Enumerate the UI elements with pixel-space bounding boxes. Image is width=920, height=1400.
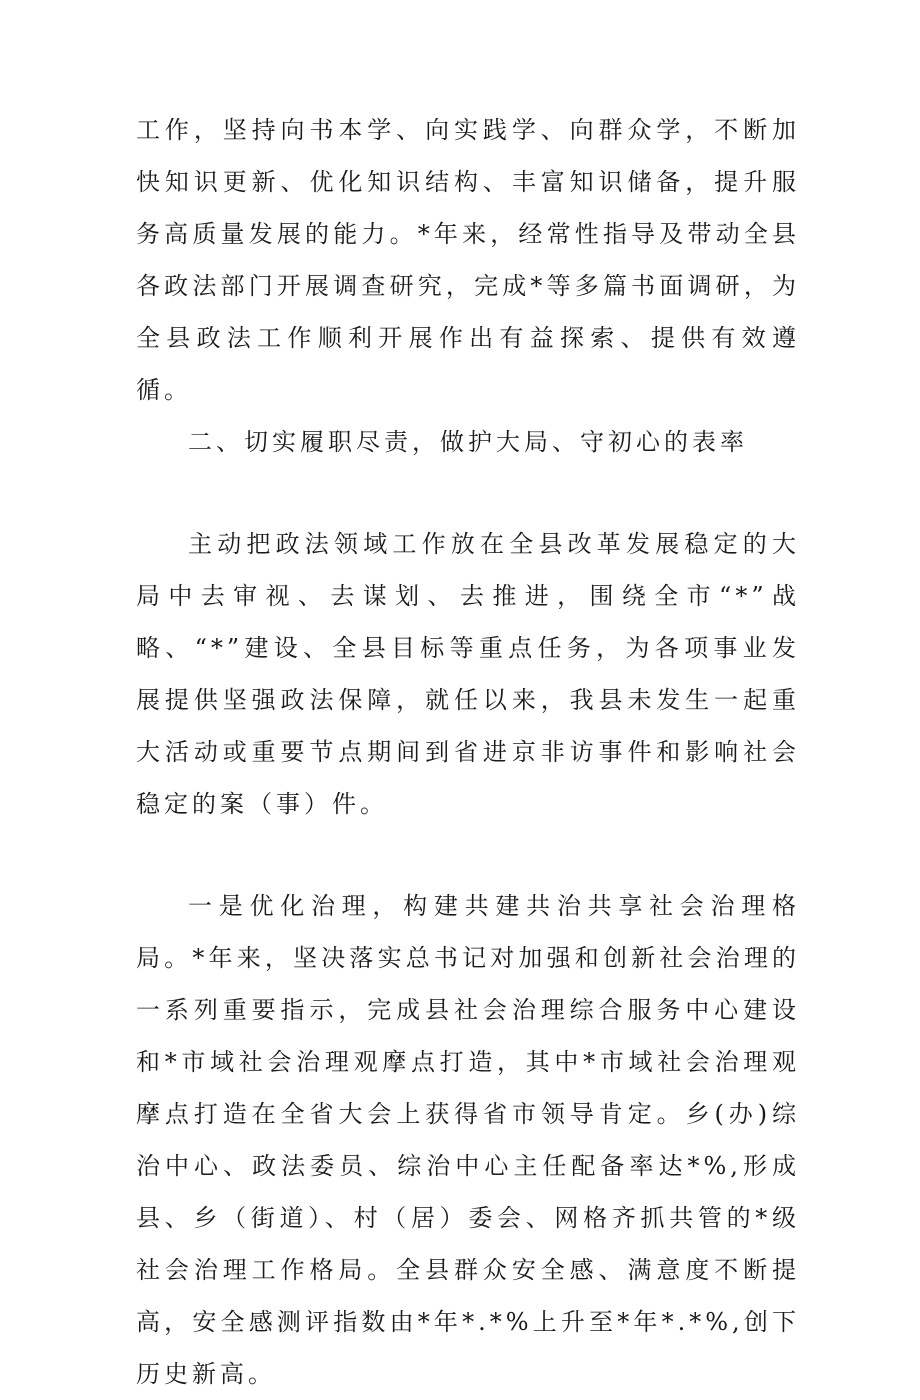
continued-paragraph: 工作，坚持向书本学、向实践学、向群众学，不断加快知识更新、优化知识结构、丰富知识储备，提升服务高质量发展的能力。*年来，经常性指导及带动全县各政法部门开展调查研究，完成*等多篇书面调研，为全县政法工作顺利开展作出有益探索、提供有效遵循。 [136,116,800,404]
document-page [136,104,800,1400]
body-paragraph-governance: 一是优化治理，构建共建共治共享社会治理格局。*年来，坚决落实总书记对加强和创新社会治理的一系列重要指示，完成县社会治理综合服务中心建设和*市域社会治理观摩点打造，其中*市域社会治理观摩点打造在全省大会上获得省市领导肯定。乡(办)综治中心、政法委员、综治中心主任配备率达*%,形成县、乡（街道）、村（居）委会、网格齐抓共管的*级社会治理工作格局。全县群众安全感、满意度不断提高，安全感测评指数由*年*.*%上升至*年*.*%,创下历史新高。 [136,892,800,1388]
body-paragraph-overall: 主动把政法领域工作放在全县改革发展稳定的大局中去审视、去谋划、去推进，围绕全市“*”战略、“*”建设、全县目标等重点任务，为各项事业发展提供坚强政法保障，就任以来，我县未发生一起重大活动或重要节点期间到省进京非访事件和影响社会稳定的案（事）件。 [136,530,800,818]
section-heading: 二、切实履职尽责，做护大局、守初心的表率 [188,428,748,456]
